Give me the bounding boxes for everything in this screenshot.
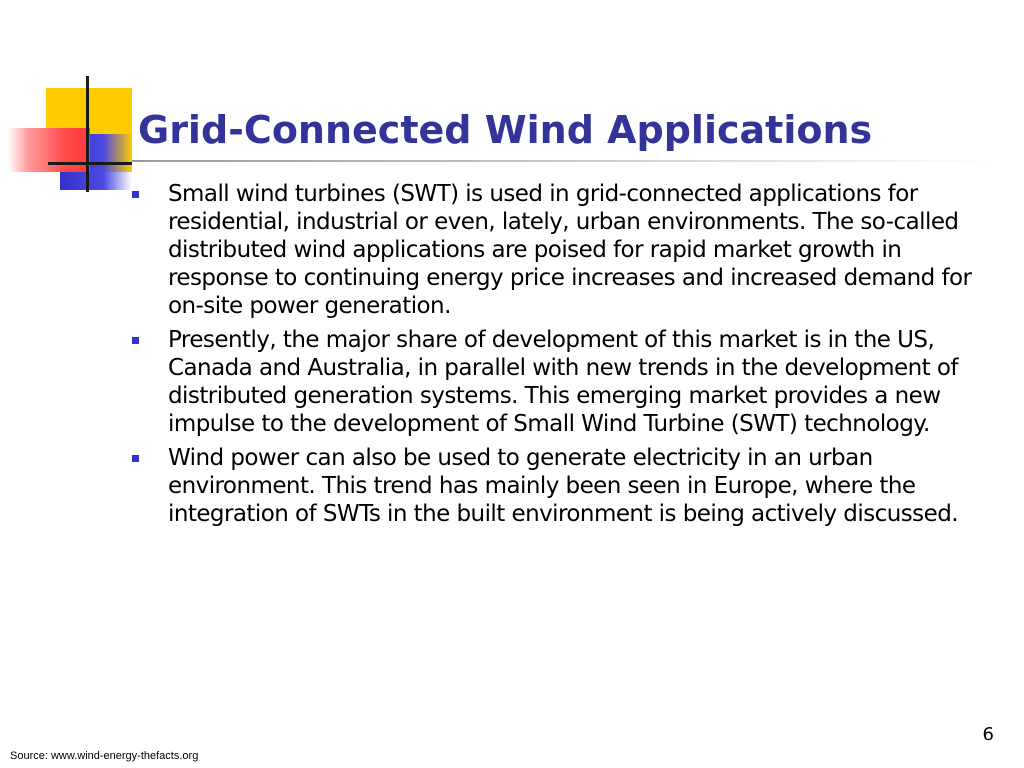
slide-title: Grid-Connected Wind Applications [138,108,873,152]
bullet-text: Wind power can also be used to generate electricity in an urban environment. This trend has mainly been seen in Europe, where the integration of SWTs in the built environment is being actively discussed. [168,445,959,527]
square-bullet-icon [132,455,139,462]
decorative-vertical-line [86,76,89,192]
source-citation: Source: www.wind-energy-thefacts.org [10,750,199,762]
page-number: 6 [982,724,994,745]
decorative-red-bar [8,128,90,172]
bullet-item [132,444,992,528]
bullet-item [132,326,992,438]
bullet-list [132,180,992,534]
bullet-text: Presently, the major share of development of this market is in the US, Canada and Australia, in parallel with new trends in the development of distributed generation systems. This emerging market provides a new impulse to the development of Small Wind Turbine (SWT) technology. [168,327,958,437]
square-bullet-icon [132,191,139,198]
title-underline [132,160,992,162]
decorative-horizontal-line [48,162,132,165]
bullet-text: Small wind turbines (SWT) is used in grid-connected applications for residential, industrial or even, lately, urban environments. The so-called distributed wind applications are poised for rapid market growth in response to continuing energy price increases and increased demand for on-site power generation. [168,181,972,319]
bullet-item [132,180,992,320]
square-bullet-icon [132,337,139,344]
